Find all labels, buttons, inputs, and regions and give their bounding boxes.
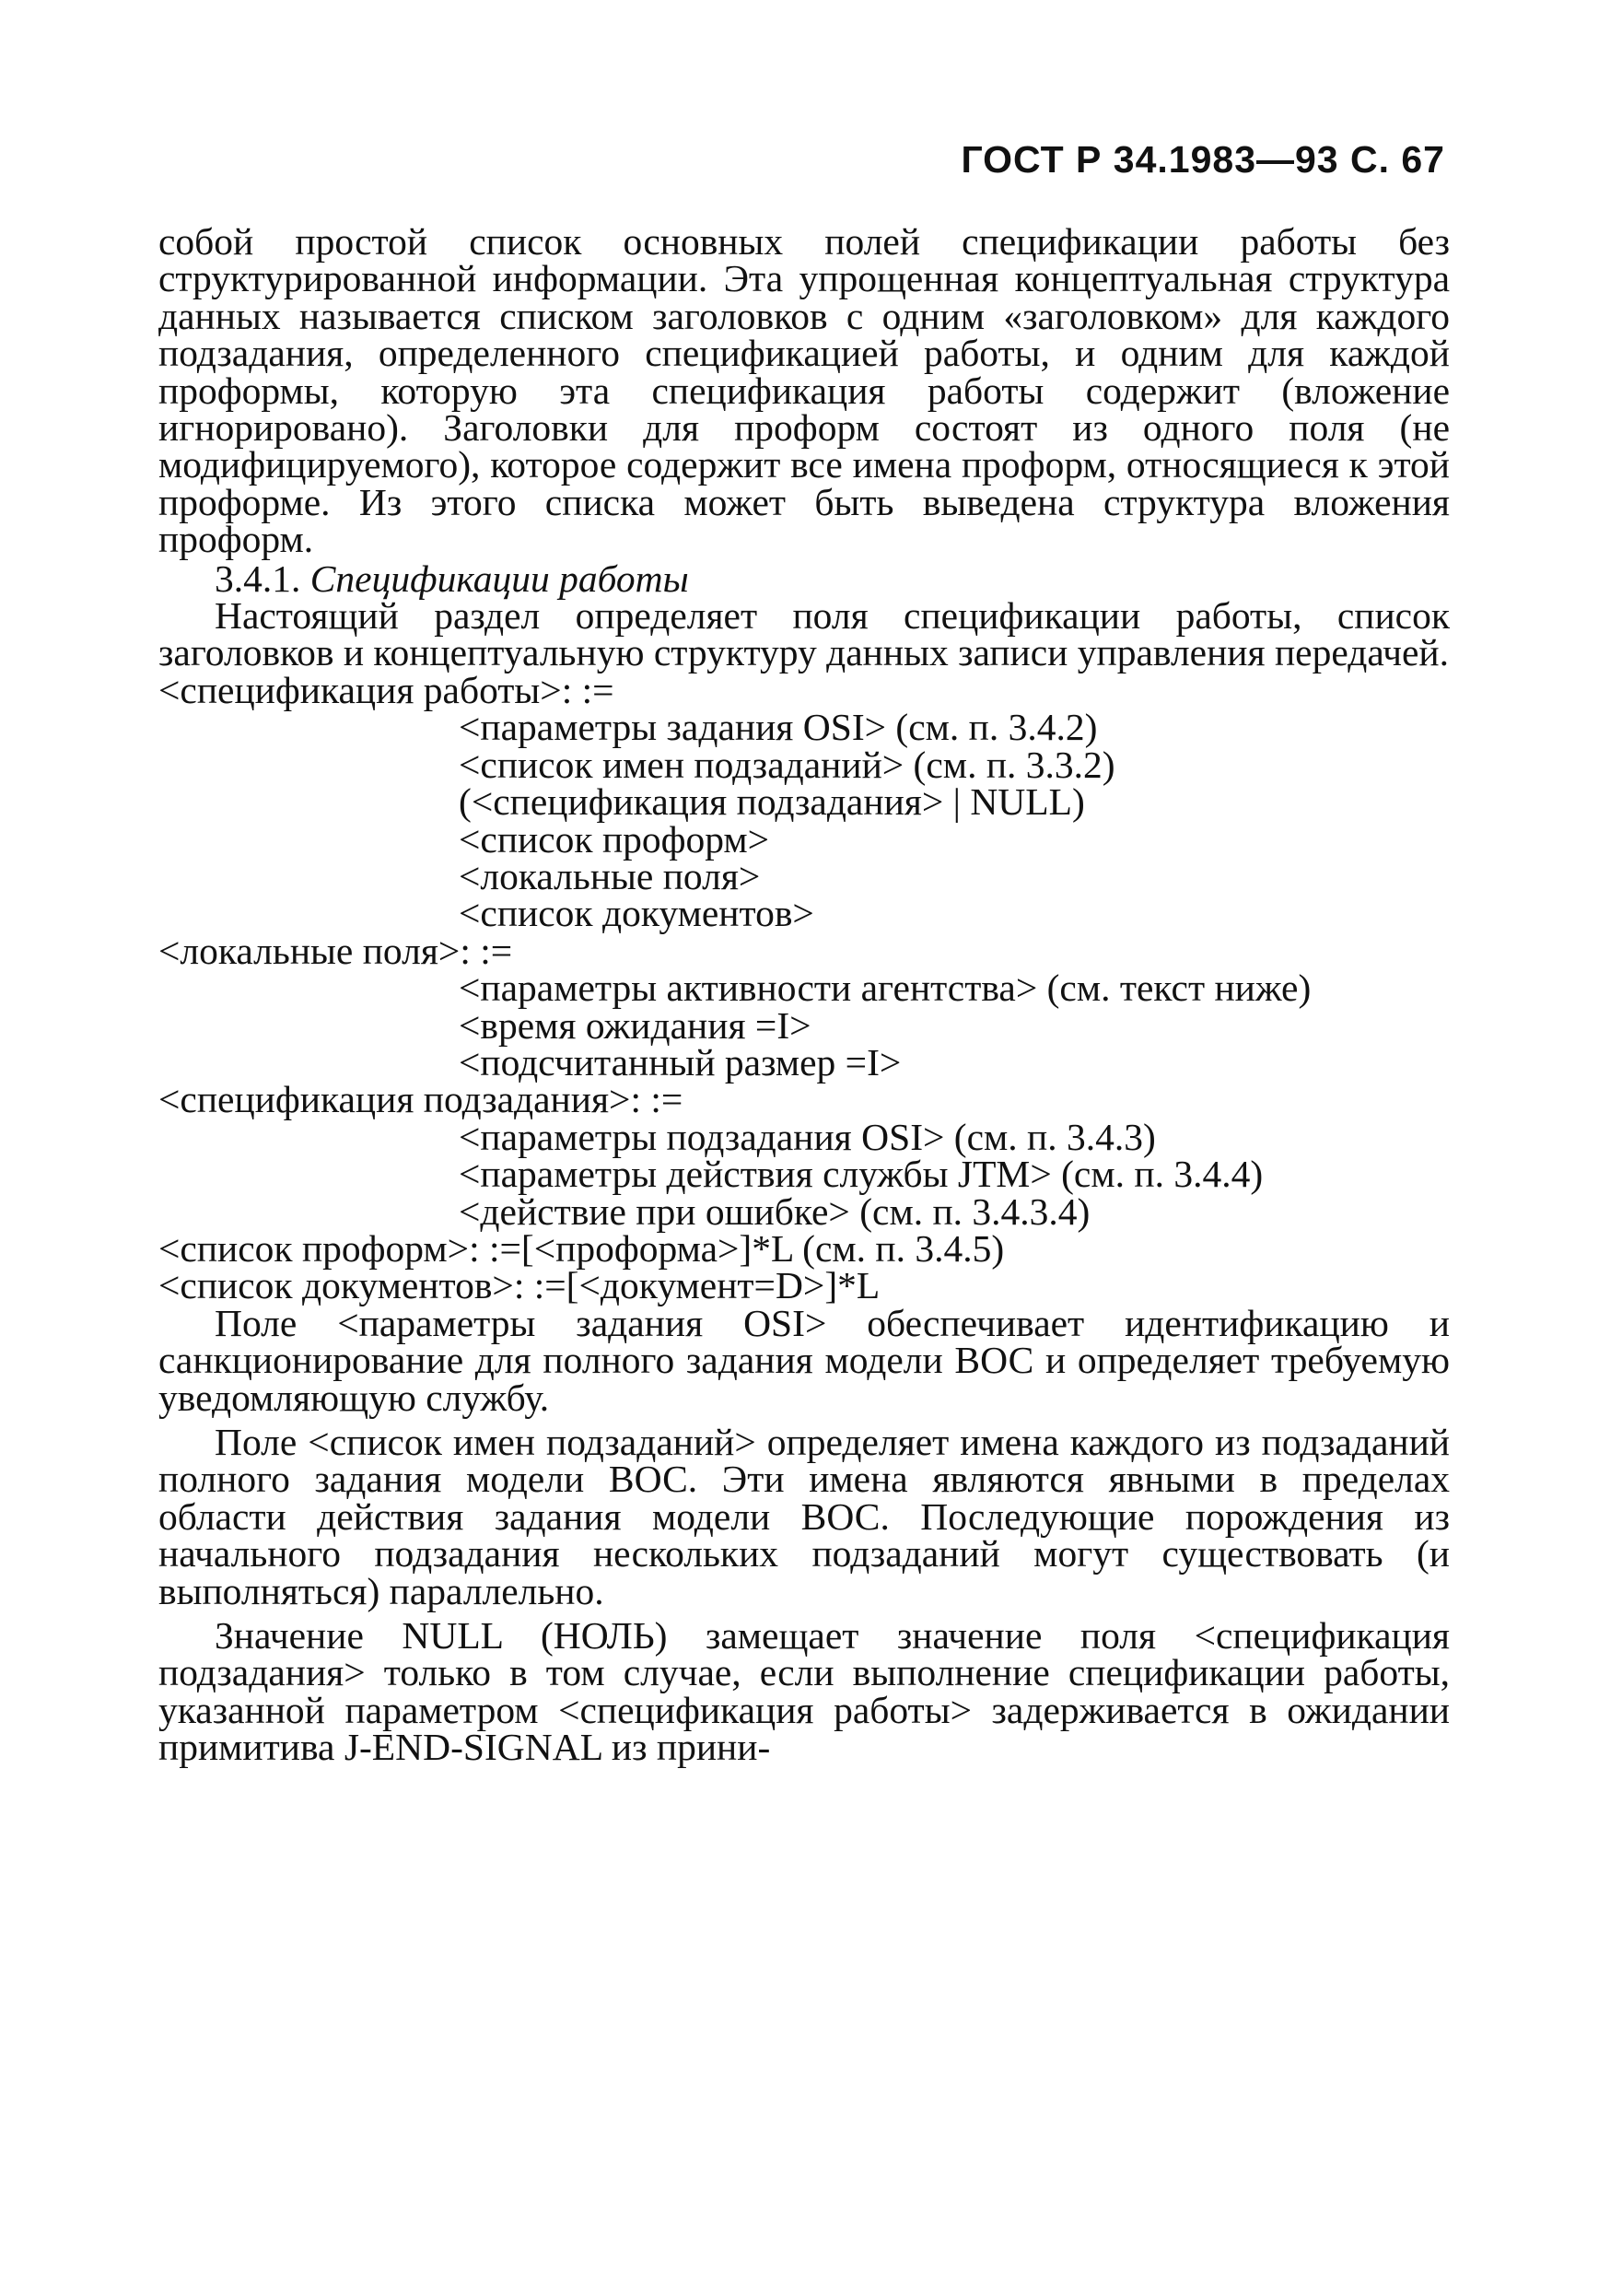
grammar-line: <время ожидания =I> [459, 1003, 811, 1047]
grammar-line: (<спецификация подзадания> | NULL) [459, 780, 1085, 824]
grammar-block [158, 668, 1450, 1307]
paragraph-continuation: собой простой список основных полей спецификации работы без структурированной информации. Эта упрощенная концептуальная структура данных называется списком заголовков с одним «заголовком» для каждого подзадания, определенного спецификацией работы, и одним для каждой проформы, которую эта спецификация работы содержит (вложение игнорировано). Заголовки для проформ состоят из одного поля (не модифицируемого), которое содержит все имена проформ, относящиеся к этой проформе. Из этого списка может быть выведена структура вложения проформ. [158, 220, 1450, 561]
grammar-line-local-fields: <локальные поля>: := [158, 929, 513, 972]
grammar-line: <список проформ> [459, 817, 770, 861]
grammar-line: <список имен подзаданий> (см. п. 3.3.2) [459, 743, 1115, 786]
grammar-line-document-list: <список документов>: :=[<документ=D>]*L [158, 1264, 881, 1307]
page-header: ГОСТ Р 34.1983—93 С. 67 [961, 138, 1445, 181]
grammar-line: <список документов> [459, 892, 814, 935]
paragraph-null-value: Значение NULL (НОЛЬ) замещает значение поля <спецификация подзадания> только в том случае, если выполнение спецификации работы, указанной параметром <спецификация работы> задерживается в ожидании примитива J-END-SIGNAL из прини- [158, 1614, 1450, 1769]
paragraph-osi-params: Поле <параметры задания OSI> обеспечивает идентификацию и санкционирование для полного задания модели ВОС и определяет требуемую уведомляющую службу. [158, 1301, 1450, 1419]
paragraph-subjob-names: Поле <список имен подзаданий> определяет имена каждого из подзаданий полного задания модели ВОС. Эти имена являются явными в пределах области действия задания модели ВОС. Последующие порождения из начального подзадания нескольких подзаданий могут существовать (и выполняться) параллельно. [158, 1421, 1450, 1612]
grammar-line-subjob-spec: <спецификация подзадания>: := [158, 1078, 683, 1121]
grammar-line-job-spec: <спецификация работы>: := [158, 668, 614, 711]
grammar-line: <параметры действия службы JTM> (см. п. 3.4.4) [459, 1153, 1264, 1196]
document-body [158, 220, 1450, 1769]
section-number: 3.4.1. [215, 556, 301, 600]
grammar-line-proforma-list: <список проформ>: :=[<проформа>]*L (см. п. 3.4.5) [158, 1226, 1005, 1270]
grammar-line: <параметры задания OSI> (см. п. 3.4.2) [459, 706, 1098, 749]
grammar-line: <действие при ошибке> (см. п. 3.4.3.4) [459, 1189, 1091, 1233]
section-title: Спецификации работы [309, 556, 689, 600]
section-heading [158, 556, 1450, 600]
paragraph-section-intro: Настоящий раздел определяет поля спецификации работы, список заголовков и концептуальную структуру данных записи управления передачей. [158, 594, 1450, 674]
grammar-line: <локальные поля> [459, 854, 761, 897]
grammar-line: <подсчитанный размер =I> [459, 1040, 902, 1084]
grammar-line: <параметры подзадания OSI> (см. п. 3.4.3) [459, 1115, 1156, 1158]
grammar-line: <параметры активности агентства> (см. текст ниже) [459, 966, 1312, 1010]
